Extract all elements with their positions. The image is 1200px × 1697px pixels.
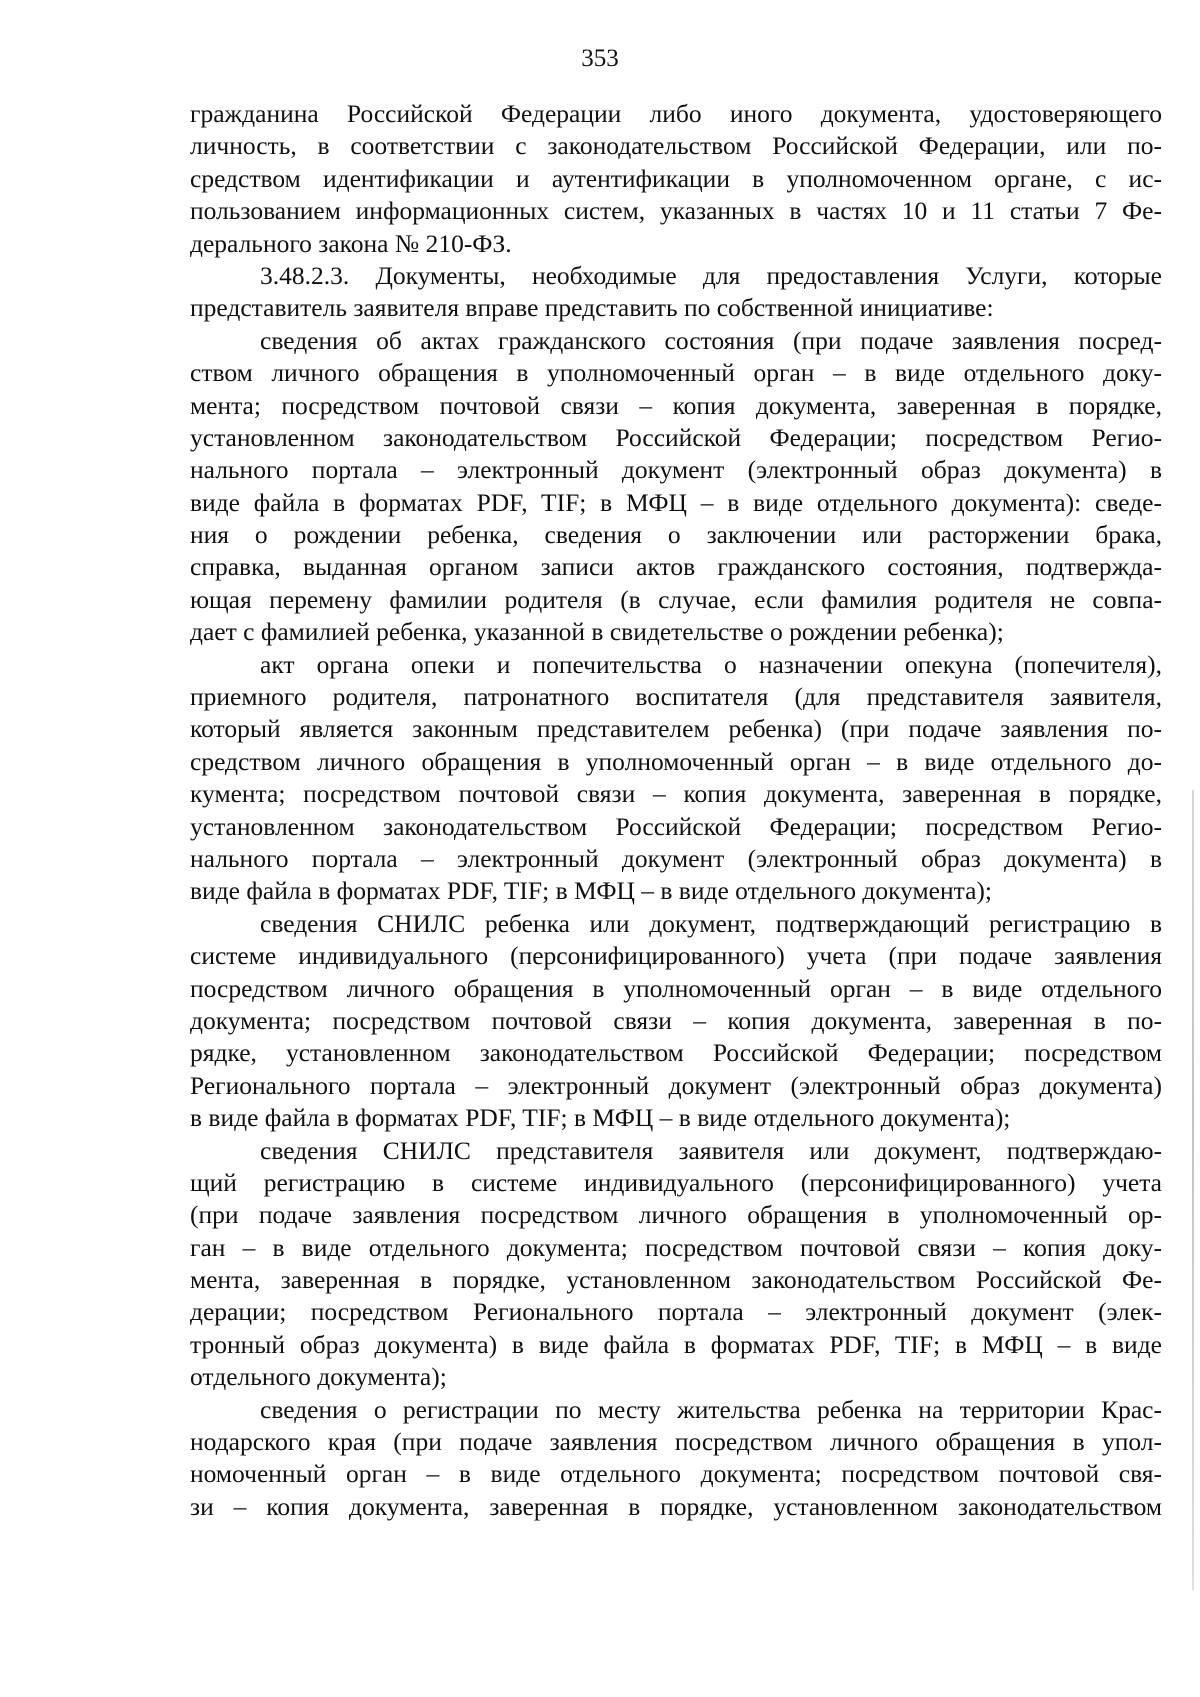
text-line: отдельного документа); — [190, 1362, 447, 1392]
text-line: дерации; посредством Регионального портала – электронный документ (элек- — [190, 1297, 1162, 1327]
text-line: представитель заявителя вправе представить по собственной инициативе: — [190, 293, 994, 323]
text-line: средством идентификации и аутентификации в уполномоченном органе, с ис- — [190, 163, 1162, 193]
text-line: нального портала – электронный документ (электронный образ документа) в — [190, 843, 1162, 873]
text-line: нального портала – электронный документ (электронный образ документа) в — [190, 455, 1162, 485]
text-line: приемного родителя, патронатного воспитателя (для представителя заявителя, — [190, 682, 1162, 712]
text-line: дерального закона № 210-ФЗ. — [190, 228, 512, 258]
text-line: ган – в виде отдельного документа; посредством почтовой связи – копия доку- — [190, 1232, 1162, 1262]
text-line: мента; посредством почтовой связи – копия документа, заверенная в порядке, — [190, 390, 1162, 420]
text-line: Регионального портала – электронный документ (электронный образ документа) — [190, 1070, 1162, 1100]
text-line: справка, выданная органом записи актов гражданского состояния, подтвержда- — [190, 552, 1162, 582]
text-line: в виде файла в форматах PDF, TIF; в МФЦ – в виде отдельного документа); — [190, 1103, 1011, 1133]
text-line: акт органа опеки и попечительства о назначении опекуна (попечителя), — [260, 649, 1162, 679]
text-line: ством личного обращения в уполномоченный орган – в виде отдельного доку- — [190, 358, 1162, 388]
text-line: виде файла в форматах PDF, TIF; в МФЦ – в виде отдельного документа): сведе- — [190, 487, 1162, 517]
text-line: ющая перемену фамилии родителя (в случае, если фамилия родителя не совпа- — [190, 584, 1162, 614]
text-line: пользованием информационных систем, указанных в частях 10 и 11 статьи 7 Фе- — [190, 196, 1162, 226]
text-line: рядке, установленном законодательством Российской Федерации; посредством — [190, 1038, 1162, 1068]
text-line: зи – копия документа, заверенная в порядке, установленном законодательством — [190, 1491, 1162, 1521]
text-line: ния о рождении ребенка, сведения о заключении или расторжении брака, — [190, 520, 1162, 550]
text-line: установленном законодательством Российской Федерации; посредством Регио- — [190, 811, 1162, 841]
text-line: дает с фамилией ребенка, указанной в свидетельстве о рождении ребенка); — [190, 617, 1004, 647]
text-line: тронный образ документа) в виде файла в форматах PDF, TIF; в МФЦ – в виде — [190, 1329, 1162, 1359]
text-line: который является законным представителем ребенка) (при подаче заявления по- — [190, 714, 1162, 744]
text-line: установленном законодательством Российской Федерации; посредством Регио- — [190, 422, 1162, 452]
text-line: средством личного обращения в уполномоченный орган – в виде отдельного до- — [190, 746, 1162, 776]
text-line: сведения СНИЛС представителя заявителя или документ, подтверждаю- — [260, 1135, 1162, 1165]
text-line: (при подаче заявления посредством личного обращения в уполномоченный ор- — [190, 1200, 1162, 1230]
text-line: сведения об актах гражданского состояния (при подаче заявления посред- — [260, 325, 1162, 355]
text-line: мента, заверенная в порядке, установленном законодательством Российской Фе- — [190, 1265, 1162, 1295]
text-line: 3.48.2.3. Документы, необходимые для предоставления Услуги, которые — [260, 260, 1162, 290]
text-line: сведения о регистрации по месту жительства ребенка на территории Крас- — [260, 1394, 1162, 1424]
text-line: сведения СНИЛС ребенка или документ, подтверждающий регистрацию в — [260, 908, 1162, 938]
text-line: нодарского края (при подаче заявления посредством личного обращения в упол- — [190, 1427, 1162, 1457]
text-line: системе индивидуального (персонифицированного) учета (при подаче заявления — [190, 941, 1162, 971]
text-line: посредством личного обращения в уполномоченный орган – в виде отдельного — [190, 973, 1162, 1003]
scan-edge-mark — [1192, 790, 1194, 1590]
text-line: кумента; посредством почтовой связи – копия документа, заверенная в порядке, — [190, 779, 1162, 809]
text-line: щий регистрацию в системе индивидуального (персонифицированного) учета — [190, 1167, 1162, 1197]
text-line: документа; посредством почтовой связи – копия документа, заверенная в по- — [190, 1005, 1162, 1035]
document-body — [190, 98, 1162, 1523]
text-line: виде файла в форматах PDF, TIF; в МФЦ – в виде отдельного документа); — [190, 876, 992, 906]
text-line: гражданина Российской Федерации либо иного документа, удостоверяющего — [190, 99, 1162, 128]
text-line: личность, в соответствии с законодательством Российской Федерации, или по- — [190, 131, 1162, 161]
text-line: номоченный орган – в виде отдельного документа; посредством почтовой свя- — [190, 1459, 1162, 1489]
page-number: 353 — [581, 45, 619, 72]
